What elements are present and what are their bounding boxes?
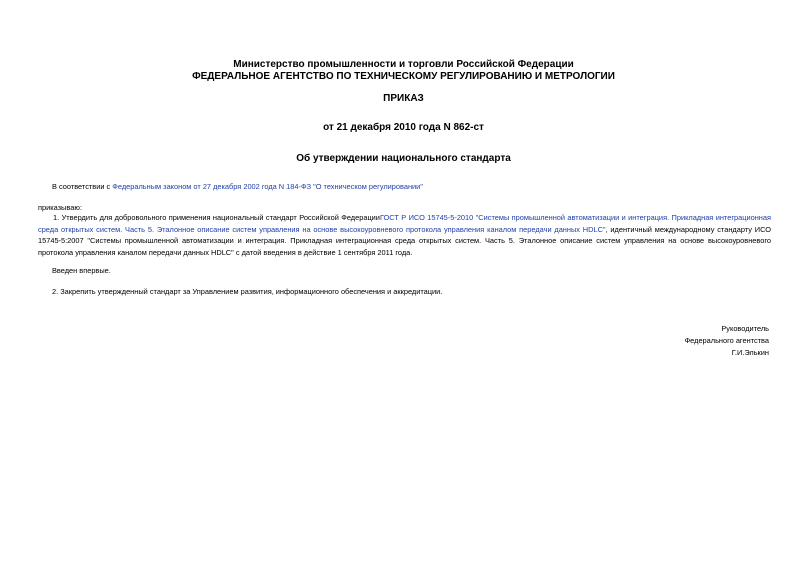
- introduced-note: Введен впервые.: [52, 266, 111, 275]
- order-item-1: [38, 212, 771, 258]
- standard-link[interactable]: ГОСТ Р ИСО 15745-5-2010 "Системы промышленной автоматизации и интеграция. Прикладная интеграционная среда открытых систем. Часть 5. Эталонное описание систем управления на основе высокоуровневого протокола управления каналом передачи данных HDLC": [38, 213, 771, 234]
- signatory-title-line2: Федерального агентства: [684, 336, 769, 346]
- legal-basis-paragraph: [52, 181, 772, 193]
- federal-law-link[interactable]: Федеральным законом от 27 декабря 2002 года N 184-ФЗ "О техническом регулировании": [112, 182, 423, 191]
- signatory-title-line1: Руководитель: [721, 324, 769, 333]
- legal-basis-prefix: В соответствии с: [52, 182, 113, 191]
- order-word: приказываю:: [38, 203, 82, 212]
- ministry-heading: Министерство промышленности и торговли Российской Федерации: [233, 59, 574, 70]
- signatory-name: Г.И.Элькин: [731, 348, 769, 358]
- order-item-1-prefix: 1. Утвердить для добровольного применения национальный стандарт Российской Федерации: [53, 213, 380, 222]
- signature-block: [685, 323, 769, 360]
- document-type-heading: ПРИКАЗ: [383, 93, 424, 104]
- order-item-1-suffix: , идентичный международному стандарту ИСО 15745-5:2007 "Системы промышленной автоматизации и интеграция. Прикладная интеграционная среда открытых систем. Часть 5. Эталонное описание систем управления на основе высокоуровневого протокола управления каналом передачи данных HDLC" с датой введения в действие 1 сентября 2011 года.: [38, 224, 772, 257]
- document-date-number: от 21 декабря 2010 года N 862-ст: [323, 122, 484, 133]
- document-subject: Об утверждении национального стандарта: [296, 153, 511, 164]
- order-item-2: 2. Закрепить утвержденный стандарт за Управлением развития, информационного обеспечения и аккредитации.: [52, 287, 443, 296]
- agency-heading: ФЕДЕРАЛЬНОЕ АГЕНТСТВО ПО ТЕХНИЧЕСКОМУ РЕГУЛИРОВАНИЮ И МЕТРОЛОГИИ: [192, 71, 615, 82]
